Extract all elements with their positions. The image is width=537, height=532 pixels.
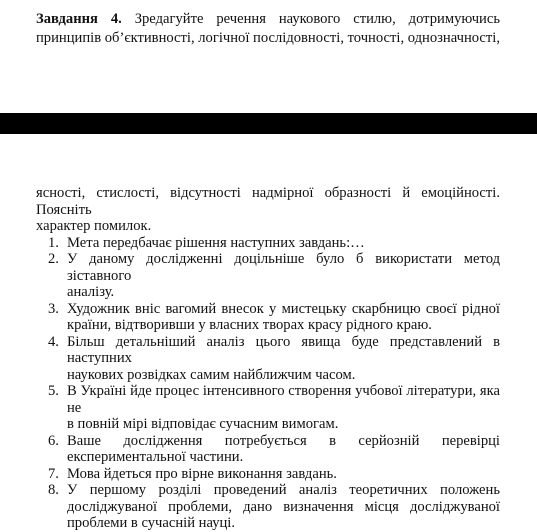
- list-item-number: 8.: [48, 482, 59, 498]
- list-item-text: У першому розділі проведений аналіз теоретичних положень: [67, 482, 500, 498]
- task-header-line-1: [36, 10, 500, 29]
- list-item: [36, 334, 500, 384]
- list-item-text: Ваше дослідження потребується в серйозній перевірці: [67, 432, 500, 449]
- list-item-number: 7.: [48, 465, 59, 482]
- list-item: [36, 482, 500, 532]
- task-instruction-part-2: принципів об’єктивності, логічної послідовності, точності, однозначності,: [36, 30, 500, 46]
- list-item-number: 5.: [48, 383, 59, 399]
- list-item-text: експериментальної частини.: [67, 449, 244, 465]
- list-item-number: 6.: [48, 432, 59, 449]
- list-item-text: країни, відтворивши у власних творах красу рідного краю.: [67, 317, 432, 333]
- task-header: [36, 10, 500, 48]
- list-item-text: В Україні йде процес інтенсивного створення учбової літератури, яка не: [67, 383, 500, 416]
- list-item-text: наукових розвідках самим найближчим часом.: [67, 366, 356, 383]
- task-title: Завдання 4.: [36, 11, 122, 27]
- list-item: [36, 301, 500, 334]
- task-instruction-part-3: ясності, стислості, відсутності надмірної образності й емоційності. Поясніть: [36, 185, 500, 218]
- list-item-number: 4.: [48, 333, 59, 350]
- list-item-text: в повній мірі відповідає сучасним вимогам.: [67, 416, 339, 432]
- task-instruction-part-1: Зредагуйте речення наукового стилю, дотримуючись: [134, 11, 500, 27]
- list-item-number: 1.: [48, 234, 59, 251]
- list-item-text: Більш детальніший аналіз цього явища буде представлений в наступних: [67, 333, 500, 366]
- list-item-text: Мова йдеться про вірне виконання завдань.: [67, 465, 337, 482]
- list-item-number: 3.: [48, 300, 59, 317]
- list-item-text: У даному дослідженні доцільніше було б використати метод зіставного: [67, 251, 500, 284]
- list-item-text: проблеми в сучасній науці.: [67, 515, 236, 531]
- sentence-list: [36, 235, 500, 532]
- list-item-text: аналізу.: [67, 284, 115, 300]
- list-item-text: Мета передбачає рішення наступних завдань:…: [67, 234, 365, 251]
- list-item: [36, 383, 500, 433]
- list-item-number: 2.: [48, 251, 59, 267]
- list-item-text: досліджуваної проблеми, дано визначення місця досліджуваної: [67, 498, 500, 515]
- list-item: [36, 251, 500, 301]
- redaction-bar: [0, 113, 537, 134]
- task-instruction-part-4: характер помилок.: [36, 218, 152, 234]
- list-item: [36, 433, 500, 466]
- list-item: [36, 235, 500, 252]
- list-item-text: Художник вніс вагомий внесок у мистецьку скарбницю своєї рідної: [67, 300, 500, 317]
